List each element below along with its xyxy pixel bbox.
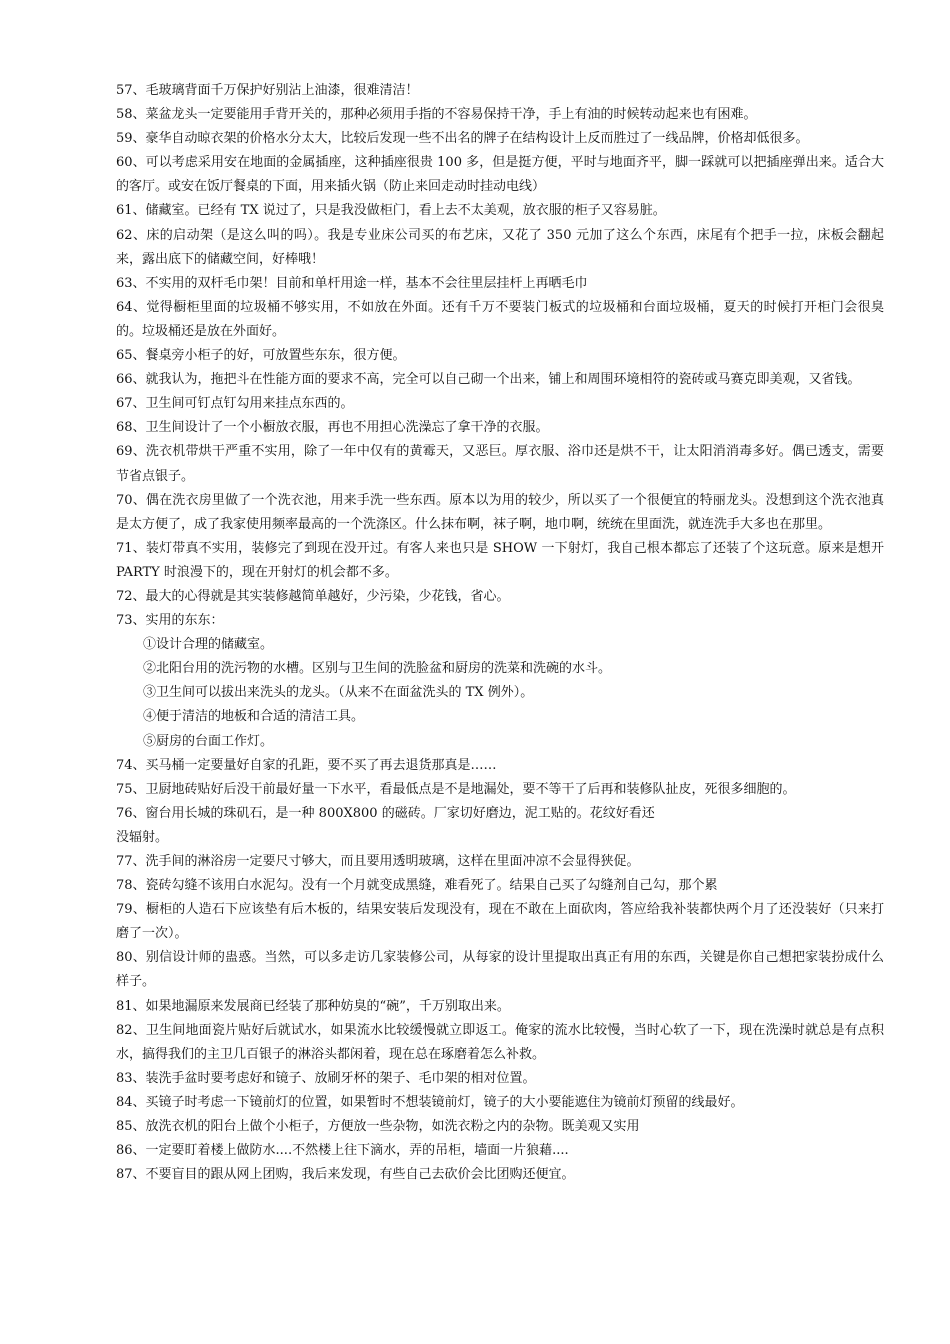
paragraph-83: 83、装洗手盆时要考虑好和镜子、放刷牙杯的架子、毛巾架的相对位置。 bbox=[116, 1070, 536, 1086]
paragraph-78: 78、瓷砖勾缝不该用白水泥勾。没有一个月就变成黑缝，难看死了。结果自己买了勾缝剂自己勾，那个累 bbox=[116, 878, 718, 894]
paragraph-87: 87、不要盲目的跟从网上团购，我后来发现，有些自己去砍价会比团购还便宜。 bbox=[116, 1167, 575, 1183]
paragraph-59: 59、豪华自动晾衣架的价格水分太大，比较后发现一些不出名的牌子在结构设计上反而胜过了一线品牌，价格却低很多。 bbox=[116, 131, 809, 147]
paragraph-82: 82、卫生间地面瓷片贴好后就试水，如果流水比较缓慢就立即返工。俺家的流水比较慢，当时心软了一下，现在洗澡时就总是有点积水，搞得我们的主卫几百银子的淋浴头都闲着，现在总在琢磨着怎么补救。 bbox=[116, 1022, 884, 1062]
paragraph-71: 71、装灯带真不实用，装修完了到现在没开过。有客人来也只是 SHOW 一下射灯，我自己根本都忘了还装了个这玩意。原来是想开 PARTY 时浪漫下的，现在开射灯的机会都不多。 bbox=[116, 540, 889, 580]
paragraph-76-continued: 没辐射。 bbox=[116, 829, 169, 845]
paragraph-60: 60、可以考虑采用安在地面的金属插座，这种插座很贵 100 多，但是挺方便，平时与地面齐平，脚一踩就可以把插座弹出来。适合大的客厅。或安在饭厅餐桌的下面，用来插火锅（防止来回走动时挂动电线） bbox=[116, 155, 884, 195]
paragraph-76: 76、窗台用长城的珠矶石，是一种 800X800 的磁砖。厂家切好磨边，泥工贴的。花纹好看还 bbox=[116, 805, 655, 821]
paragraph-73: 73、实用的东东： bbox=[116, 613, 224, 629]
paragraph-85: 85、放洗衣机的阳台上做个小柜子，方便放一些杂物，如洗衣粉之内的杂物。既美观又实用 bbox=[116, 1119, 640, 1135]
paragraph-70: 70、偶在洗衣房里做了一个洗衣池，用来手洗一些东西。原本以为用的较少，所以买了一个很便宜的特丽龙头。没想到这个洗衣池真是太方便了，成了我家使用频率最高的一个洗涤区。什么抹布啊，袜子啊，地巾啊，统统在里面洗，就连洗手大多也在那里。 bbox=[116, 492, 884, 532]
sub-item-3: ③卫生间可以拔出来洗头的龙头。（从来不在面盆洗头的 TX 例外）。 bbox=[143, 685, 534, 701]
paragraph-64: 64、觉得橱柜里面的垃圾桶不够实用，不如放在外面。还有千万不要装门板式的垃圾桶和台面垃圾桶，夏天的时候打开柜门会很臭的。垃圾桶还是放在外面好。 bbox=[116, 299, 884, 339]
paragraph-75: 75、卫厨地砖贴好后没干前最好量一下水平，看最低点是不是地漏处，要不等干了后再和装修队扯皮，死很多细胞的。 bbox=[116, 781, 796, 797]
paragraph-81: 81、如果地漏原来发展商已经装了那种妨臭的“碗”，千万别取出来。 bbox=[116, 998, 510, 1014]
paragraph-80: 80、别信设计师的蛊惑。当然，可以多走访几家装修公司，从每家的设计里提取出真正有用的东西，关键是你自己想把家装扮成什么样子。 bbox=[116, 950, 884, 990]
sub-item-5: ⑤厨房的台面工作灯。 bbox=[143, 733, 274, 749]
paragraph-67: 67、卫生间可钉点钉勾用来挂点东西的。 bbox=[116, 396, 354, 412]
paragraph-79: 79、橱柜的人造石下应该垫有后木板的，结果安装后发现没有，现在不敢在上面砍肉，答应给我补装都快两个月了还没装好（只来打磨了一次）。 bbox=[116, 902, 884, 942]
sub-item-4: ④便于清洁的地板和合适的清洁工具。 bbox=[143, 709, 365, 725]
paragraph-58: 58、菜盆龙头一定要能用手背开关的，那种必须用手指的不容易保持干净，手上有油的时候转动起来也有困难。 bbox=[116, 107, 757, 123]
paragraph-77: 77、洗手间的淋浴房一定要尺寸够大，而且要用透明玻璃，这样在里面冲凉不会显得狭促。 bbox=[116, 854, 640, 869]
paragraph-72: 72、最大的心得就是其实装修越简单越好，少污染，少花钱，省心。 bbox=[116, 588, 510, 604]
paragraph-63: 63、不实用的双杆毛巾架！目前和单杆用途一样，基本不会往里层挂杆上再晒毛巾 bbox=[116, 275, 588, 291]
paragraph-66: 66、就我认为，拖把斗在性能方面的要求不高，完全可以自己砌一个出来，铺上和周围环境相符的瓷砖或马赛克即美观，又省钱。 bbox=[116, 372, 861, 388]
paragraph-74: 74、买马桶一定要量好自家的孔距，要不买了再去退货那真是…… bbox=[116, 757, 497, 773]
paragraph-84: 84、买镜子时考虑一下镜前灯的位置，如果暂时不想装镜前灯，镜子的大小要能遮住为镜前灯预留的线最好。 bbox=[116, 1094, 744, 1110]
paragraph-65: 65、餐桌旁小柜子的好，可放置些东东，很方便。 bbox=[116, 348, 406, 364]
paragraph-69: 69、洗衣机带烘干严重不实用，除了一年中仅有的黄霉天，又恶巨。厚衣服、浴巾还是烘不干，让太阳消消毒多好。偶已透支，需要节省点银子。 bbox=[116, 444, 884, 484]
sub-item-2: ②北阳台用的洗污物的水槽。区别与卫生间的洗脸盆和厨房的洗菜和洗碗的水斗。 bbox=[143, 661, 612, 677]
paragraph-57: 57、毛玻璃背面千万保护好别沾上油漆，很难清洁！ bbox=[116, 83, 419, 98]
paragraph-86: 86、一定要盯着楼上做防水....不然楼上往下滴水，弄的吊柜，墙面一片狼藉.... bbox=[116, 1143, 569, 1159]
sub-item-1: ①设计合理的储藏室。 bbox=[143, 637, 274, 653]
paragraph-68: 68、卫生间设计了一个小橱放衣服，再也不用担心洗澡忘了拿干净的衣服。 bbox=[116, 420, 549, 436]
paragraph-61: 61、储藏室。已经有 TX 说过了，只是我没做柜门，看上去不太美观，放衣服的柜子又容易脏。 bbox=[116, 203, 666, 219]
paragraph-62: 62、床的启动架（是这么叫的吗）。我是专业床公司买的布艺床，又花了 350 元加了这么个东西，床尾有个把手一拉，床板会翻起来，露出底下的储藏空间，好棒哦！ bbox=[116, 227, 884, 267]
